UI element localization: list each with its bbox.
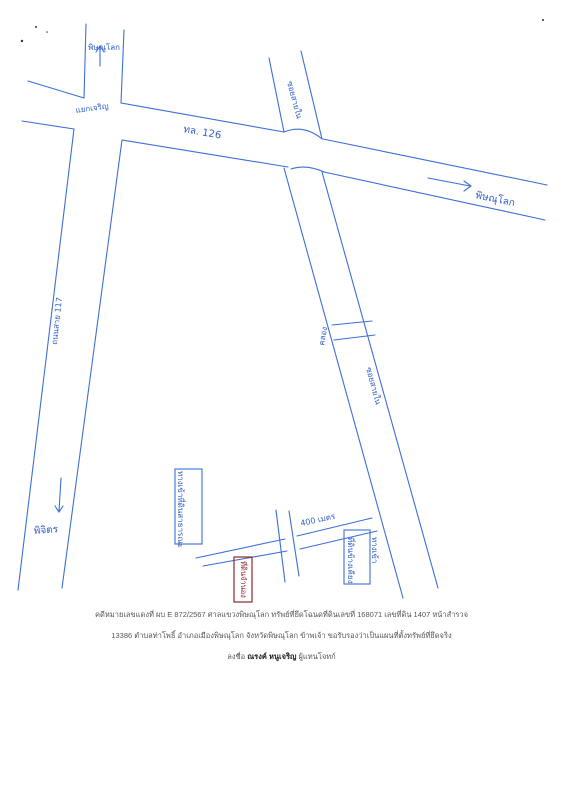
west-arrow-south [55,478,63,512]
bridge-line-1 [332,321,372,325]
side-road-vertical-edge-right [289,511,299,576]
scan-speck [35,26,37,28]
caption-line-1: คดีหมายเลขแดงที่ ผบ E 872/2567 ศาลแขวงพิษณุโลก ทรัพย์ที่ยึดโฉนดที่ดินเลขที่ 168071 เลขที่ดิน 1407 หน้าสำรวจ [94,610,469,619]
highway-lower-edge [22,121,545,220]
soi-top-label: ซอยสายใน [285,80,304,120]
highway-upper-edge [28,81,547,185]
caption-line-3 [0,651,563,663]
east-destination-label: พิษณุโลก [474,190,516,210]
north-road-label: พิษณุโลก [88,43,121,52]
caption-line-2: 13386 ตำบลท่าโพธิ์ อำเภอเมืองพิษณุโลก จังหวัดพิษณุโลก ข้าพเจ้า ขอรับรองว่าเป็นแผนที่ตั้งทรัพย์ที่ยึดจริง [111,631,452,640]
sign-suffix: ผู้แทนโจทก์ [298,652,336,661]
west-destination-label: พิจิตร [33,524,59,537]
junction-label: แยกเจริญ [75,101,110,115]
soi-top-edge-left [269,58,284,132]
sign-prefix: ลงชื่อ [227,652,246,661]
soi-top-edge-right [301,51,322,139]
signer-name: ณรงค์ หนูเจริญ [247,652,297,661]
mortgaged-plot-label: ที่ดินจำนอง [239,561,248,598]
soi-main-label: ซอยสายใน [364,366,383,406]
bridge-label: คลอง [317,326,330,347]
west-road-edge-left [18,129,74,590]
side-road-vertical-edge-left [276,510,285,582]
west-road-label: ถนนสาย 117 [50,296,64,346]
scan-speck [542,19,544,21]
branch-label: ทางเข้า [370,537,379,564]
distance-label: 400 เมตร [299,511,336,528]
junction-curve-south [291,167,324,172]
scan-speck [21,40,23,42]
highway-label: ทล. 126 [182,124,222,142]
adjacent-land-label: ทางเข้าที่ดินสาธารณะ [176,471,185,549]
scan-speck [46,31,48,33]
highway-arrow-east [428,178,471,191]
junction-curve-north [284,129,322,139]
branch-label-2: ที่ดินข้างเคียง [346,537,355,584]
north-road-edge-left [84,24,86,98]
west-road-edge-right [62,140,122,588]
north-road-edge-right [121,30,124,103]
